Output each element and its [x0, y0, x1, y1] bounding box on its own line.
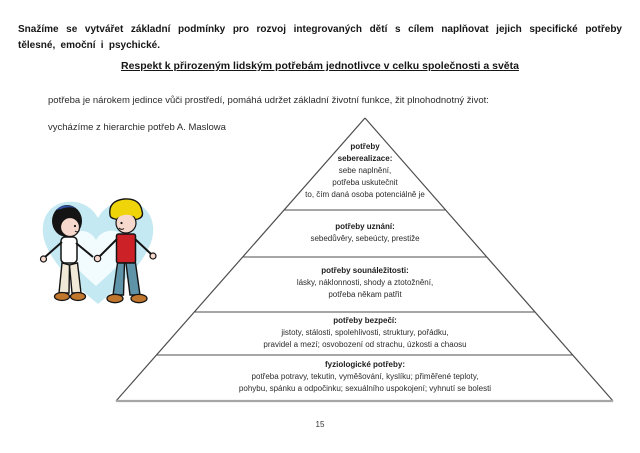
body-line-maslow-reference: vycházíme z hierarchie potřeb A. Maslowa	[48, 122, 226, 133]
boy-shirt	[117, 234, 136, 263]
pyramid-level-self-actualization	[305, 141, 425, 201]
girl-shoe-left	[55, 293, 70, 301]
level-title: potřeby uznání:	[335, 222, 395, 231]
level-text: potřeba potravy, tekutin, vyměšování, kyslíku; přiměřené teploty,	[251, 372, 479, 381]
girl-shirt	[61, 237, 77, 263]
girl-left-hand	[41, 256, 47, 262]
level-text: to, čím daná osoba potenciálně je	[305, 190, 425, 199]
level-text: sebedůvěry, sebeúcty, prestiže	[310, 234, 420, 243]
intro-paragraph: Snažíme se vytvářet základní podmínky pro rozvoj integrovaných dětí s cílem naplňovat jejich specifické potřeby tělesné, emoční i psychické.	[18, 24, 622, 51]
level-text: jistoty, stálosti, spolehlivosti, struktury, pořádku,	[281, 328, 449, 337]
level-title: fyziologické potřeby:	[324, 360, 406, 369]
level-text: potřeba někam patřit	[328, 290, 402, 299]
page-number: 15	[315, 420, 325, 429]
boy-jean-leg-right	[126, 263, 140, 295]
pyramid-level-belonging	[297, 265, 433, 301]
level-text: pohybu, spánku a odpočinku; sexuálního uspokojení; vyhnutí se bolesti	[238, 384, 492, 393]
level-title: potřeby bezpečí:	[333, 316, 397, 325]
girl-shoe-right	[71, 293, 86, 301]
boy-eye	[120, 222, 122, 224]
pyramid-level-esteem	[310, 221, 419, 245]
page-title: Respekt k přirozeným lidským potřebám jednotlivce v celku společnosti a světa	[121, 60, 519, 72]
pyramid-level-safety	[263, 315, 466, 351]
held-hands	[94, 255, 100, 261]
boy-right-hand	[150, 253, 156, 259]
level-title: seberealizace:	[337, 154, 393, 163]
pyramid-level-physiological	[239, 359, 491, 395]
children-holding-hands-illustration	[20, 186, 176, 320]
level-text: sebe naplnění,	[338, 166, 392, 175]
boy-shoe-right	[131, 294, 147, 302]
girl-face	[61, 218, 80, 237]
body-line-need-definition: potřeba je nárokem jedince vůči prostředí, pomáhá udržet základní životní funkce, žit plnohodnotný život:	[48, 95, 489, 106]
level-text: pravidel a mezí; osvobození od strachu, úzkosti a chaosu	[263, 340, 467, 349]
level-text: lásky, náklonnosti, shody a ztotožnění,	[296, 278, 434, 287]
level-title: potřeby sounáležitosti:	[321, 266, 409, 275]
level-title: potřeby	[350, 142, 380, 151]
girl-eye	[74, 225, 76, 227]
boy-shoe-left	[107, 294, 123, 302]
level-text: potřeba uskutečnit	[332, 178, 398, 187]
